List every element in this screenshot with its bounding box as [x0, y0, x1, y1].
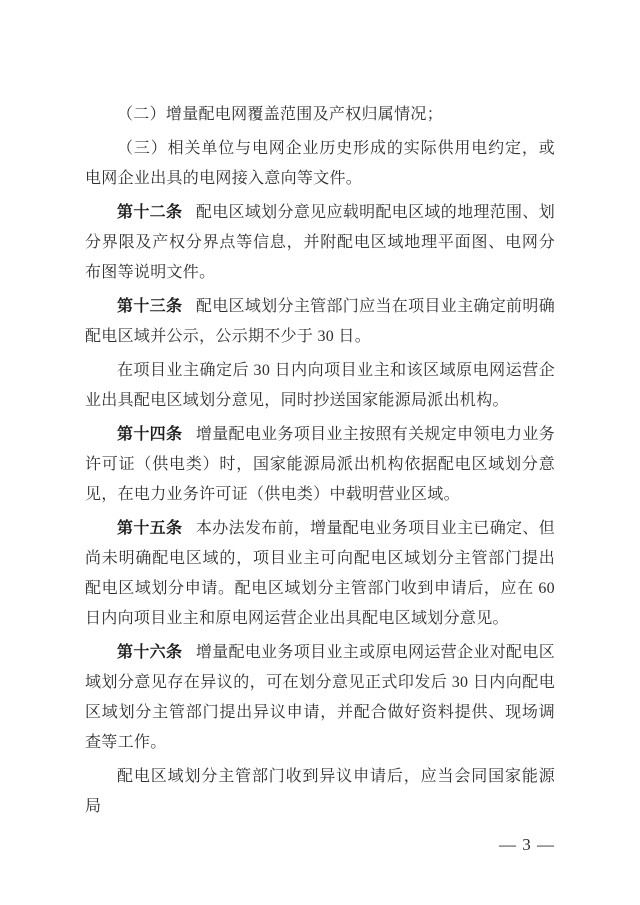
paragraph-text: 增量配电业务项目业主或原电网运营企业对配电区域划分意见存在异议的，可在划分意见正式印发后 30 日内向配电区域划分主管部门提出异议申请，并配合做好资料提供、现场调查等工作。 — [85, 644, 555, 751]
paragraph-text: 增量配电业务项目业主按照有关规定申领电力业务许可证（供电类）时，国家能源局派出机构依据配电区域划分意见，在电力业务许可证（供电类）中载明营业区域。 — [85, 426, 555, 503]
paragraph — [85, 100, 555, 130]
article-number: 第十五条 — [117, 520, 183, 537]
page-number: — 3 — — [499, 835, 555, 854]
paragraph-text: 配电区域划分主管部门应当在项目业主确定前明确配电区域并公示，公示期不少于 30 日。 — [85, 298, 555, 345]
article-number: 第十四条 — [117, 426, 183, 443]
article-number: 第十二条 — [117, 204, 183, 221]
paragraph-article-12 — [85, 198, 555, 288]
paragraph-text: （三）相关单位与电网企业历史形成的实际供用电约定，或电网企业出具的电网接入意向等文件。 — [85, 140, 555, 187]
paragraph-article-16 — [85, 638, 555, 758]
paragraph-text: 配电区域划分主管部门收到异议申请后，应当会同国家能源局 — [85, 768, 555, 815]
paragraph — [85, 356, 555, 416]
document-body — [85, 100, 555, 822]
paragraph — [85, 134, 555, 194]
paragraph-text: （二）增量配电网覆盖范围及产权归属情况； — [117, 106, 444, 123]
paragraph — [85, 762, 555, 822]
paragraph-article-13 — [85, 292, 555, 352]
paragraph-text: 配电区域划分意见应载明配电区域的地理范围、划分界限及产权分界点等信息，并附配电区域地理平面图、电网分布图等说明文件。 — [85, 204, 555, 281]
article-number: 第十六条 — [117, 644, 183, 661]
paragraph-article-15 — [85, 514, 555, 634]
paragraph-text: 本办法发布前，增量配电业务项目业主已确定、但尚未明确配电区域的，项目业主可向配电区域划分主管部门提出配电区域划分申请。配电区域划分主管部门收到申请后，应在 60 日内向项目业主和原电网运营企业出具配电区域划分意见。 — [85, 520, 555, 627]
paragraph-text: 在项目业主确定后 30 日内向项目业主和该区域原电网运营企业出具配电区域划分意见，同时抄送国家能源局派出机构。 — [85, 362, 555, 409]
paragraph-article-14 — [85, 420, 555, 510]
article-number: 第十三条 — [117, 298, 183, 315]
